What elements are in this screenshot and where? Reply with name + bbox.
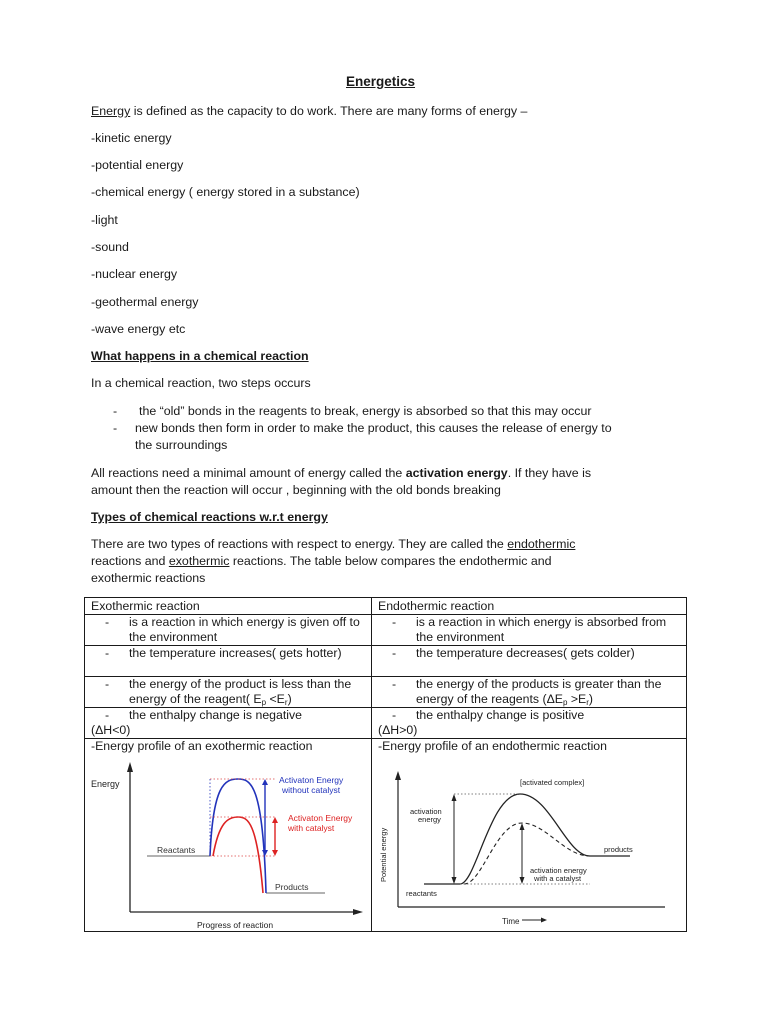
types-paragraph-line2: reactions and exothermic reactions. The table below compares the endothermic and — [91, 554, 552, 568]
table-row: - the temperature increases( gets hotter) - the temperature decreases( gets colder) — [85, 646, 687, 677]
table-row — [85, 598, 687, 615]
table-row: - the energy of the product is less than the energy of the reagent( $E_p <E_r$) - the energy of the products is greater than the energy of the reagents $(\Delta E_p >E_r)$ — [85, 677, 687, 708]
bullet-text: the surroundings — [135, 438, 228, 452]
activation-energy-label-1: activation — [410, 807, 442, 816]
y-axis-label: Potential energy — [379, 827, 388, 882]
activation-paragraph: All reactions need a minimal amount of energy called the activation energy. If they have is — [91, 466, 592, 480]
energy-form-item: -chemical energy ( energy stored in a substance) — [91, 185, 360, 199]
endo-profile-caption: -Energy profile of an endothermic reaction — [378, 739, 607, 753]
catalysed-curve — [213, 817, 263, 893]
bullet-dash: - — [113, 421, 118, 435]
table-cell: the energy of the products is greater than the energy of the reagents $(\Delta E_p >E_r)$ — [416, 677, 662, 707]
energy-form-item: -light — [91, 213, 118, 227]
uncatalysed-label-1: Activaton Energy — [279, 775, 344, 785]
bullet-text: the “old” bonds in the reagents to break, energy is absorbed so that this may occur — [139, 404, 592, 418]
x-axis-label: Progress of reaction — [197, 920, 274, 930]
y-axis-arrow — [395, 771, 401, 780]
products-label: Products — [275, 882, 309, 892]
reactants-label: Reactants — [157, 845, 196, 855]
table-cell: is a reaction in which energy is given off to the environment — [129, 615, 360, 644]
table-cell: the enthalpy change is positive — [416, 708, 585, 722]
endothermic-energy-profile — [372, 754, 687, 932]
types-paragraph-line3: exothermic reactions — [91, 571, 206, 585]
energy-form-item: -nuclear energy — [91, 267, 178, 281]
energy-form-item: -kinetic energy — [91, 131, 172, 145]
table-row: - is a reaction in which energy is given off to the environment - is a reaction in which energy is absorbed from the environment — [85, 615, 687, 646]
uncatalysed-curve — [424, 794, 630, 884]
table-cell: the temperature decreases( gets colder) — [416, 646, 635, 660]
section-heading-reaction: What happens in a chemical reaction — [91, 349, 309, 363]
y-axis-label: Energy — [91, 779, 120, 789]
energy-term: Energy — [91, 104, 131, 118]
table-row: - the enthalpy change is negative (ΔH<0) - the enthalpy change is positive (ΔH>0) — [85, 708, 687, 739]
comparison-table — [84, 597, 687, 932]
reactants-label: reactants — [406, 889, 437, 898]
table-cell: (ΔH<0) — [91, 723, 131, 737]
products-label: products — [604, 845, 633, 854]
table-row — [85, 739, 687, 932]
bullet-text: new bonds then form in order to make the product, this causes the release of energy to — [135, 421, 612, 435]
table-cell: the temperature increases( gets hotter) — [129, 646, 342, 660]
intro-paragraph: Energy is defined as the capacity to do work. There are many forms of energy – — [91, 104, 528, 118]
energy-form-item: -potential energy — [91, 158, 184, 172]
types-paragraph: There are two types of reactions with respect to energy. They are called the endothermic — [91, 537, 576, 551]
table-cell: (ΔH>0) — [378, 723, 418, 737]
y-axis-arrow — [127, 762, 133, 772]
uncatalysed-label-2: without catalyst — [282, 785, 341, 795]
activation-energy-label-2: energy — [418, 815, 441, 824]
exo-profile-caption: -Energy profile of an exothermic reaction — [91, 739, 313, 753]
activated-complex-label: [activated complex] — [520, 778, 585, 787]
catalysed-label-2: with catalyst — [288, 823, 335, 833]
energy-form-item: -wave energy etc — [91, 322, 186, 336]
x-axis-label: Time — [502, 917, 520, 926]
bullet-dash: - — [113, 404, 118, 418]
activation-paragraph-line2: amount then the reaction will occur , beginning with the old bonds breaking — [91, 483, 501, 497]
table-header-endothermic: Endothermic reaction — [372, 598, 687, 615]
section-lead: In a chemical reaction, two steps occurs — [91, 376, 311, 390]
x-axis-arrow — [353, 909, 363, 915]
catalyst-label-1: activation energy — [530, 866, 587, 875]
table-header-exothermic: Exothermic reaction — [85, 598, 372, 615]
page-title: Energetics — [346, 74, 416, 89]
catalysed-label-1: Activaton Energy — [288, 813, 353, 823]
energy-form-item: -sound — [91, 240, 129, 254]
catalyst-label-2: with a catalyst — [534, 874, 582, 883]
table-cell: the energy of the product is less than the energy of the reagent( $E_p <E_r$) — [129, 677, 352, 707]
exothermic-energy-profile — [85, 754, 372, 932]
section-heading-types: Types of chemical reactions w.r.t energy — [91, 510, 328, 524]
table-cell: the enthalpy change is negative — [129, 708, 302, 722]
table-cell: is a reaction in which energy is absorbed from the environment — [416, 615, 667, 644]
energy-form-item: -geothermal energy — [91, 295, 199, 309]
